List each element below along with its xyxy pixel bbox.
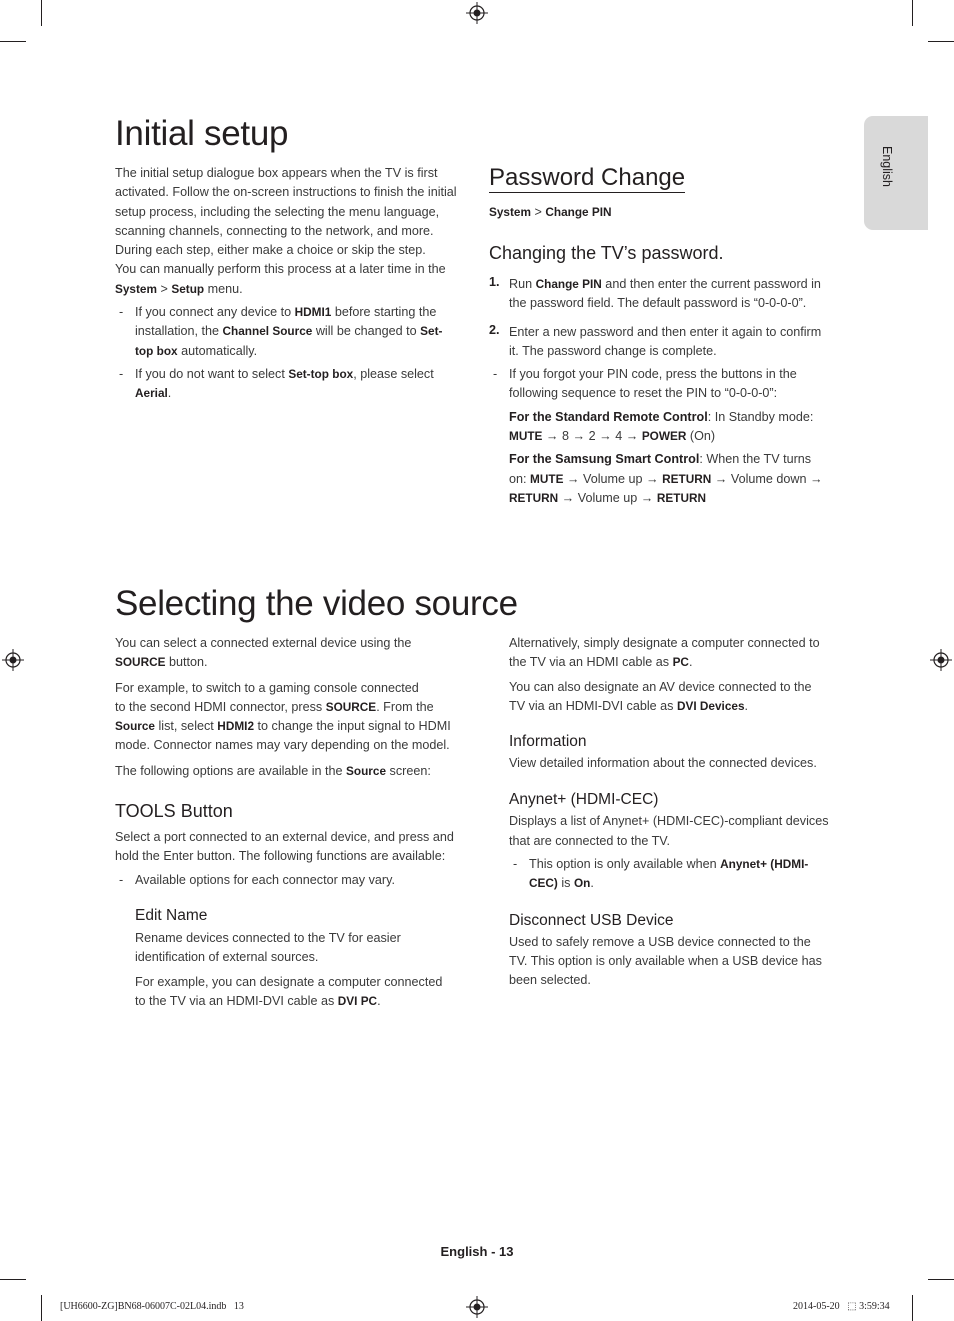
- anynet-heading: Anynet+ (HDMI-CEC): [509, 791, 659, 809]
- language-tab: [864, 116, 928, 230]
- crop-mark: [0, 1279, 26, 1280]
- edit-name-heading: Edit Name: [135, 906, 208, 924]
- list-item: - If you do not want to select Set-top box, please select Aerial.: [119, 366, 434, 401]
- breadcrumb: System > Change PIN: [489, 205, 612, 219]
- initial-setup-title: Initial setup: [115, 114, 289, 153]
- crop-mark: [928, 1279, 954, 1280]
- password-steps: [489, 275, 839, 508]
- list-item: 2. Enter a new password and then enter it again to confirm it. The password change is complete.: [489, 322, 822, 358]
- registration-mark-icon: [466, 1296, 488, 1318]
- list-item: - If you forgot your PIN code, press the buttons in the following sequence to reset the PIN to “0-0-0-0”: For the Standard Remote Control: In Standby mode: MUTE → 8 → 2 → 4 → POWER (On) For the Samsung Smart Control: When the TV turns on: MUTE → Volume up → RETURN → Volume down → RETURN → Volume up → RETURN: [493, 367, 823, 505]
- crop-mark: [928, 41, 954, 42]
- information-heading: Information: [509, 733, 587, 751]
- registration-mark-icon: [466, 2, 488, 24]
- registration-mark-icon: [930, 649, 952, 671]
- file-info: [UH6600-ZG]BN68-06007C-02L04.indb 13: [60, 1301, 244, 1312]
- tools-button-heading: TOOLS Button: [115, 801, 233, 822]
- list-item: - Available options for each connector may vary.: [119, 872, 395, 887]
- list-item: 1. Run Change PIN and then enter the current password in the password field. The default password is “0-0-0-0”.: [489, 275, 821, 311]
- language-tab-label: English: [880, 146, 894, 187]
- crop-mark: [41, 0, 42, 26]
- video-source-right-column: Alternatively, simply designate a computer connected to the TV via an HDMI cable as PC. You can also designate an AV device connected to the TV via an HDMI-DVI cable as DVI Devices. Information View detailed information about the connected devices. Anynet+ (HDMI-CEC) Displays a list of Anynet+ (HDMI-CEC)-compliant devices that are connected to the TV. - This option is only available when Anynet+ (HDMI- CEC) is On. Disconnect USB Device Used to safely remove a USB device connected to the TV. This option is only available when a USB device has been selected.: [509, 634, 839, 991]
- crop-mark: [912, 1295, 913, 1321]
- video-source-left-column: You can select a connected external device using the SOURCE button. For example, to switch to a gaming console connected to the second HDMI connector, press SOURCE. From the Source list, select HDMI2 to change the input signal to HDMI mode. Connector names may vary depending on the model. The following options are available in the Source screen: TOOLS Button Select a port connected to an external device, and press and hold the Enter button. The following functions are available: - Available options for each connector may vary. Edit Name Rename devices connected to the TV for easier identification of external sources. For example, you can designate a computer connected to the TV via an HDMI-DVI cable as DVI PC.: [115, 634, 475, 1011]
- list-item: - This option is only available when Anynet+ (HDMI- CEC) is On.: [513, 857, 809, 891]
- disconnect-usb-heading: Disconnect USB Device: [509, 911, 674, 929]
- paragraph: The initial setup dialogue box appears when the TV is first activated. Follow the on-screen instructions to finish the initial setup process, including the selecting the menu language, scanning channels, connecting to the network, and more. During each step, either make a choice or skip the step. You can manually perform this process at a later time in the System > Setup menu.: [115, 166, 457, 296]
- video-source-title: Selecting the video source: [115, 584, 518, 623]
- crop-mark: [41, 1295, 42, 1321]
- registration-mark-icon: [2, 649, 24, 671]
- initial-setup-body: [115, 164, 475, 404]
- crop-mark: [0, 41, 26, 42]
- password-subtitle: Changing the TV’s password.: [489, 243, 724, 263]
- list-item: - If you connect any device to HDMI1 before starting the installation, the Channel Source will be changed to Set- top box automatically.: [119, 305, 443, 358]
- crop-mark: [912, 0, 913, 26]
- print-date: 2014-05-20 ⬚ 3:59:34: [793, 1301, 890, 1312]
- password-change-title: Password Change: [489, 164, 686, 191]
- page-number: English - 13: [440, 1244, 514, 1259]
